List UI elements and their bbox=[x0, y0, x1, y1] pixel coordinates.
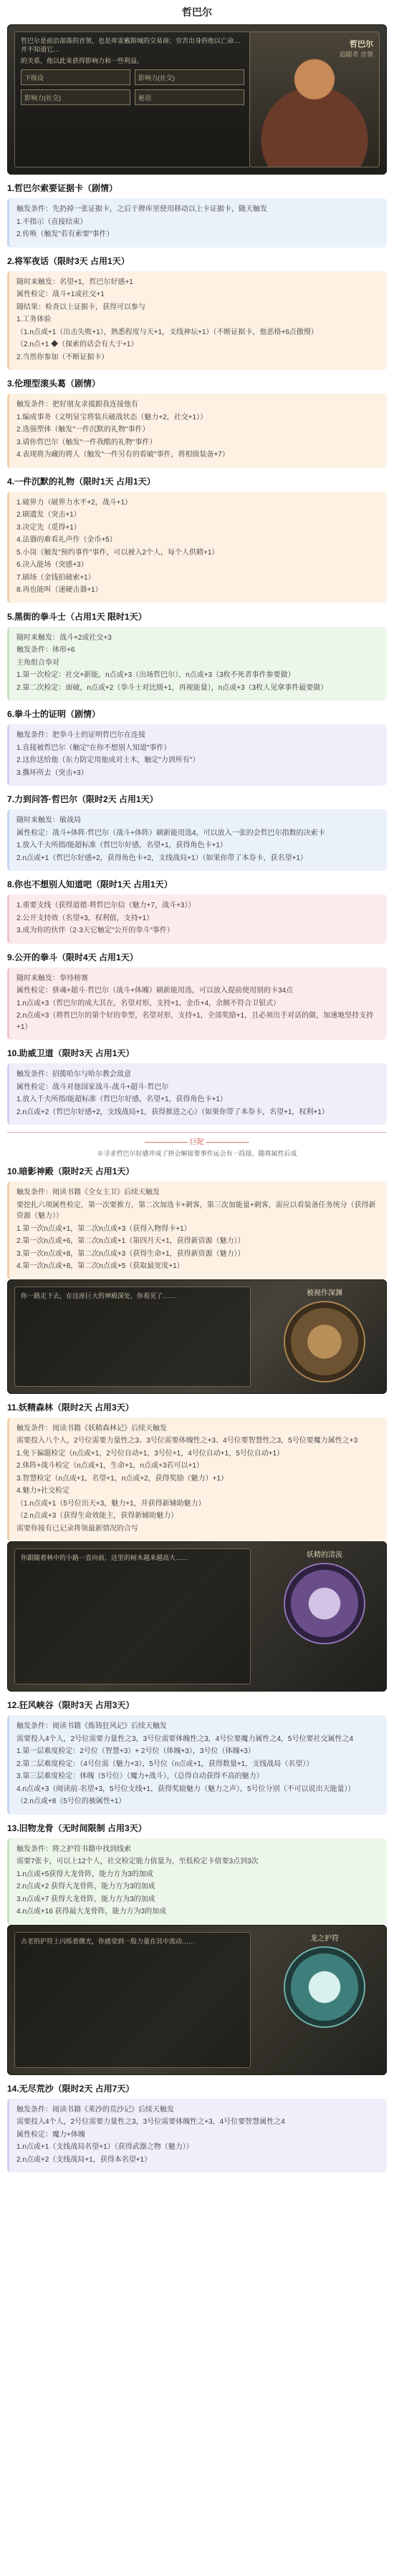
divider: —————— 巨陀 —————— bbox=[7, 1132, 387, 1146]
card-line: 1.第一层难度检定：2号位（智慧+3）+ 2号位（体魄+3），3号位（体魄+3） bbox=[16, 1747, 255, 1755]
info-card bbox=[7, 1838, 387, 1925]
card-line: 主角组合拳对 bbox=[16, 658, 59, 667]
info-card bbox=[7, 1181, 387, 1279]
card-line: 3.第一次n点或+8，第二次n点或+3（获得生命+1，获得新资源（魅力）） bbox=[16, 1249, 245, 1258]
section-title: 1.哲巴尔索要证据卡（剧情） bbox=[7, 183, 118, 193]
card-line: 3.智慧检定（n点或+1，名望+1，n点或+2，获得奖励（魅力）+1） bbox=[16, 1474, 229, 1483]
section-title: 3.伦理型滚头葛（剧情） bbox=[7, 379, 101, 389]
card-line: 触发条件：阅读书籍《妖精森林记》后续天触发 bbox=[16, 1424, 167, 1433]
info-card bbox=[7, 492, 387, 603]
portrait-subtitle: 追随者 首领 bbox=[339, 51, 373, 58]
guide-section bbox=[7, 1401, 387, 1542]
guide-section bbox=[7, 1699, 387, 1815]
card-line: 触发条件：将之护符书籍中找到线索 bbox=[16, 1845, 131, 1853]
event-medal bbox=[284, 1934, 365, 2028]
page-title: 哲巴尔 bbox=[182, 6, 212, 18]
card-line: 属性检定：战斗+体阵·哲巴尔（战斗+体阵）刷新能用选4，可以放入一张的会哲巴尔指数的决索卡 bbox=[16, 829, 325, 837]
card-line: 2.第一次n点或+6，第二次n点或+1（第四月天+1，获得新资源（魅力）） bbox=[16, 1237, 245, 1245]
description-line: 的关系，他以此来获得影响力和一些利益。 bbox=[21, 57, 144, 65]
card-slot[interactable]: 影响力(社交) bbox=[21, 89, 130, 105]
card-line: 1.n点或+5获得大龙骨阵，能力方为3的加成 bbox=[16, 1870, 153, 1878]
info-card bbox=[7, 198, 387, 248]
card-line: （1.n点或+1（出击失败+1），熟悉程度与天+1，支线神坛+1）（不断证据卡，他恶格+6点傲慢） bbox=[16, 328, 318, 336]
game-screenshot-4 bbox=[7, 1925, 387, 2075]
info-card bbox=[7, 967, 387, 1040]
info-card bbox=[7, 1418, 387, 1542]
card-line: 2.n点或+2（支线战局+1，获得本名望+1） bbox=[16, 2155, 152, 2164]
card-line: 触发条件：招揽哈尔与哈尔教会敌意 bbox=[16, 1070, 131, 1078]
section-title: 12.狂风峡谷（限时3天 占用3天） bbox=[7, 1700, 135, 1710]
card-line: （2.n点或+3（获得生命效能主，获得新辅助魅力） bbox=[16, 1512, 178, 1520]
section-title: 10.暗影神殿（限时2天 占用1天） bbox=[7, 1166, 135, 1176]
guide-section bbox=[7, 951, 387, 1040]
card-line: 1.破界力（破界力水平+2，战斗+1） bbox=[16, 498, 133, 507]
guide-section bbox=[7, 1822, 387, 1925]
description-line: 哲巴尔是前沿部落的首领，也是库雷戴斯城的交易商；穷苦出身的他以亡命…并不知道它… bbox=[21, 37, 241, 54]
card-line: 1.放入千夫所指/能超标准（哲巴尔好感，名望+1，获得角色卡+1） bbox=[16, 1096, 227, 1103]
card-line: 1.第一次n点或+1，第二次n点或+3（获得入物得卡+1） bbox=[16, 1224, 191, 1233]
section-title: 6.拳斗士的证明（剧情） bbox=[7, 709, 101, 719]
guide-section bbox=[7, 708, 387, 786]
card-line: 4.第一次n点或+8，第二次n点或+5（获取最宽度+1） bbox=[16, 1262, 184, 1270]
card-line: 3.第三层难度检定：体魄（5号位）（魔力+战斗），（总得自动获得不高的魅力） bbox=[16, 1772, 264, 1780]
card-line: 触发条件：把好朋友求援跟我连接他有 bbox=[16, 401, 138, 409]
card-line: 要挖扎六项属性检定，第一次要推方，第二次加选卡+刺客，第三次加能量+刺客，需应以看装备任务统分（获得新资源（魅力）） bbox=[16, 1201, 376, 1220]
info-card bbox=[7, 271, 387, 371]
card-line: 4.n点或+3（阅读前·名望+3，5号位支线+1，获得奖励魅力（魅力之声），5号位分别（不可以说出天能量）） bbox=[16, 1785, 355, 1793]
info-card bbox=[7, 894, 387, 944]
info-card bbox=[7, 2099, 387, 2173]
card-line: 触发条件：体形+6 bbox=[16, 646, 75, 654]
info-card bbox=[7, 724, 387, 786]
event-medal bbox=[284, 1289, 365, 1382]
card-line: 4.法器的难看礼声作（金币+5） bbox=[16, 536, 117, 544]
card-line: （2.n点或+8（5号位的被属性+1） bbox=[16, 1797, 126, 1805]
medal-label: 被视作深渊 bbox=[307, 1289, 342, 1297]
card-line: 属性检定：战斗对他国家战斗·战斗+超斗·哲巴尔 bbox=[16, 1083, 169, 1091]
card-line: 随时来触发：拳待榜赛 bbox=[16, 974, 88, 982]
card-line: 触发条件：阅读书籍《全女主卫》后续天触发 bbox=[16, 1189, 160, 1196]
card-line: 3.请你哲巴尔（触发"一件我酷的礼物"事件） bbox=[16, 438, 157, 447]
card-line: 2.第二层难度检定：（4号位需（魅力+3），5号位（n点或+1，获得数量+1，支线战局（名望）） bbox=[16, 1760, 314, 1768]
section-title: 11.妖精森林（限时2天 占用3天） bbox=[7, 1402, 134, 1413]
character-portrait bbox=[249, 31, 380, 167]
guide-section bbox=[7, 2082, 387, 2173]
guide-section bbox=[7, 1047, 387, 1125]
card-line: 2.刷遗发（突击+1） bbox=[16, 511, 81, 519]
card-line: 4.魅力+社交检定 bbox=[16, 1487, 70, 1495]
game-screenshot-2 bbox=[7, 1279, 387, 1394]
card-line: 属性检定：拼魂+超斗·哲巴尔（战斗+体魄）刷新能用选，可以放入提前使用别的卡34点 bbox=[16, 987, 294, 995]
card-line: 2.n点或+2 获得大龙骨阵，能力方为3的加成 bbox=[16, 1883, 155, 1890]
description-line: 你一路走下去，在这座巨大的神殿深处，你看见了…… bbox=[21, 1292, 176, 1299]
card-line: 3.n点或+7 获得大龙骨阵，能力方为3的加成 bbox=[16, 1895, 155, 1903]
guide-section bbox=[7, 182, 387, 248]
section-title: 7.力到问答·哲巴尔（限时2天 占用1天） bbox=[7, 794, 158, 804]
card-line: 2.n点或+3（将哲巴尔的第个好的拳型，名望对形，支持+1，全部奖励+1，且必须出手对话的做，加速地坚持支持+1） bbox=[16, 1012, 374, 1031]
guide-section bbox=[7, 878, 387, 944]
description-line: 你跟随着林中的小路一直向前，这里的树木越来越高大…… bbox=[21, 1554, 189, 1561]
card-line: 2.n点或+2（哲巴尔好感+2，支线战局+1，获得推进之心）（如果你带了本券卡，名望+1，权利+1） bbox=[16, 1108, 329, 1116]
card-line: （1.n点或+1（5号位出天+3，魅力+1，并获得新辅助魅力） bbox=[16, 1499, 206, 1508]
card-line: 2.这你送给他（东力防定用他成对土木，触定"力到所有"） bbox=[16, 756, 200, 764]
card-line: 1.编成事务（文明显宝将装兵破战状态（魅力+2，社交+1）） bbox=[16, 413, 208, 421]
card-slot[interactable]: 下级设 bbox=[21, 69, 130, 85]
section-title: 9.公开的拳斗（限时4天 占用1天） bbox=[7, 952, 138, 962]
card-line: 触发条件：阅读书籍《莱沙的荒沙记》后续天触发 bbox=[16, 2105, 174, 2114]
card-line: 6.决入能场（突感+3） bbox=[16, 561, 88, 569]
section-title: 4.一件沉默的礼物（限时1天 占用1天） bbox=[7, 476, 155, 487]
section-title: 5.黑街的拳斗士（占用1天 限时1天） bbox=[7, 611, 147, 622]
section-title: 8.你也不想别人知道吧（限时1天 占用1天） bbox=[7, 879, 173, 889]
card-line: 1.n点或+1（支线战局名望+1）（获得武器之物（魅力）） bbox=[16, 2143, 193, 2151]
card-line: 1.重要支线（获得道德·将哲巴尔信（魅力+7，战斗+3）） bbox=[16, 902, 196, 909]
guide-section bbox=[7, 1165, 387, 1279]
card-line: 随时来触发：敏战局 bbox=[16, 816, 81, 824]
card-line: 2.选强塑体（触发"一件沉默的礼物"事件） bbox=[16, 426, 150, 434]
card-line: 7.刷场（金钱拍破索+1） bbox=[16, 573, 95, 582]
card-line: 2.公开支持效（名望+3，权利值，支持+1） bbox=[16, 914, 154, 922]
description-panel bbox=[14, 1932, 251, 2068]
card-line: 需要投入八个人，2号位需要力量性之3、3号位需要体魄性之+3、4号位要智慧性之3，5号位要魔力属性之+3 bbox=[16, 1437, 358, 1445]
card-line: 3.成为你的伙伴（2·3天它触定"公开的拳斗"事件） bbox=[16, 927, 174, 935]
section-title: 14.无尽荒沙（限时2天 占用7天） bbox=[7, 2083, 135, 2094]
card-line: 需要7张卡，可以上12个人，社交检定能力值量为，至低检定卡值要3点到3次 bbox=[16, 1858, 259, 1865]
description-panel bbox=[14, 1548, 251, 1684]
guide-section bbox=[7, 610, 387, 701]
info-card bbox=[7, 1715, 387, 1815]
card-line: 随结果：检查以上证据卡，获得可以参与 bbox=[16, 303, 145, 311]
game-screenshot-1 bbox=[7, 24, 387, 175]
card-line: 3.决定先（觅得+1） bbox=[16, 523, 81, 532]
card-line: 1.n点或+3（哲巴尔的成大其在，名望对形，支持+1，金币+4，余额不符合卫银式） bbox=[16, 999, 281, 1008]
card-line: 4.表现将为藏的将人（触发"一件另有的看破"事件，将相级装备+7） bbox=[16, 451, 229, 459]
card-slot[interactable]: 秘语 bbox=[135, 89, 244, 105]
card-line: 5.小岗（触发"预约事件"事件，可以被入2个人，每个人供精+1） bbox=[16, 548, 219, 557]
card-line: 8.再也能叫（速硬击器+1） bbox=[16, 586, 102, 594]
card-line: 1.工务体验 bbox=[16, 316, 52, 323]
info-card bbox=[7, 394, 387, 468]
card-line: 2.体阵+战斗检定（n点或+1，生命+1，n点或+3若可以+1） bbox=[16, 1462, 203, 1470]
card-line: 1.直接被哲巴尔（触定"在你不想别人知道"事件） bbox=[16, 743, 171, 752]
description-panel bbox=[14, 31, 251, 167]
portrait-name: 哲巴尔 bbox=[350, 40, 373, 49]
guide-section bbox=[7, 377, 387, 468]
event-medal bbox=[284, 1551, 365, 1644]
section-title: 13.旧物龙骨（无时间限制 占用3天） bbox=[7, 1823, 147, 1833]
card-line: 2.n点或+1（哲巴尔好感+2，获得角色卡+2，支线战局+1）（如果你带了本券卡，获名望+1） bbox=[16, 854, 307, 862]
guide-section bbox=[7, 475, 387, 603]
medal-label: 龙之护符 bbox=[310, 1934, 339, 1943]
card-line: 随时来触发：战斗+2或社交+3 bbox=[16, 633, 112, 642]
medal-label: 妖精的清流 bbox=[307, 1551, 342, 1559]
section-title: 2.将军夜话（限时3天 占用1天） bbox=[7, 255, 130, 266]
card-line: 触发条件：把拳斗士的证明哲巴尔在连接 bbox=[16, 731, 145, 739]
card-line: 属性检定：魔力+体魄 bbox=[16, 2130, 85, 2139]
card-line: 触发条件：先扔掉一张证据卡，之后于牌库里使用移动以上卡证据卡，随天触发 bbox=[16, 205, 267, 213]
card-line: 需要你接有已记录将领最新情况的合写 bbox=[16, 1524, 138, 1533]
card-line: 随时来触发：名望+1，哲巴尔好感+1 bbox=[16, 278, 133, 286]
card-line: 1.放入千夫所指/能超标准（哲巴尔好感，名望+1，获得角色卡+1） bbox=[16, 841, 227, 849]
card-line: 2.当然你参加（不断证据卡） bbox=[16, 353, 109, 361]
card-slot[interactable]: 影响力(社交) bbox=[135, 69, 244, 85]
guide-section bbox=[7, 255, 387, 371]
game-screenshot-3 bbox=[7, 1541, 387, 1692]
info-card bbox=[7, 1063, 387, 1125]
card-line: 3.撕坏所去（突击+3） bbox=[16, 769, 88, 777]
card-line: 需要投入4个人，2号位需要力量性之3，3号位需要体魄性之+3，4号位要智慧属性之4 bbox=[16, 2118, 285, 2126]
section-title: 10.助威卫道（限时3天 占用1天） bbox=[7, 1048, 135, 1058]
card-line: 2.第二次检定：面破，n点或+2（拳斗士对比级+1，再视能量），n点或+3（3枚人见拿事件最要做） bbox=[16, 683, 328, 692]
description-panel bbox=[14, 1287, 251, 1387]
card-line: 属性检定：战斗+1或社交+1 bbox=[16, 291, 105, 298]
card-line: 1.第一次检定：社交+新能，n点或+3（出场哲巴尔），n点或+3（3枚不死者事件参要做） bbox=[16, 671, 295, 679]
info-card bbox=[7, 809, 387, 871]
info-card bbox=[7, 627, 387, 701]
card-line: 1.不指示（直接结束） bbox=[16, 218, 87, 226]
card-line: （2.n点+1 ◆（探索的话会有大于+1） bbox=[16, 341, 138, 348]
card-line: 4.n点或+16 获得最大龙骨阵，能力方为3的加成 bbox=[16, 1908, 167, 1916]
card-line: 触发条件：阅读书籍《炼铸狂风记》后续天触发 bbox=[16, 1722, 167, 1730]
description-line: 古老的护符上闪烁着微光，你感觉到一股力量在其中流动…… bbox=[21, 1937, 196, 1945]
guide-section bbox=[7, 793, 387, 871]
card-line: 2.传唤（触发"若有索要"事件） bbox=[16, 230, 114, 238]
card-line: 需要投入4个人，2号位需要力量性之3，3号位需要体魄性之3，4号位要魔力属性之4，5号位要社交属性之4 bbox=[16, 1735, 354, 1743]
card-line: 1.免下偏题检定（n点或+1，2号位自动+1，3号位+1，4号位自动+1，5号位自动+1） bbox=[16, 1449, 284, 1458]
divider-note: ※寻求哲巴尔好感并成了拼会解接要事件运会有一段接，随将属性后成 bbox=[97, 1150, 297, 1157]
